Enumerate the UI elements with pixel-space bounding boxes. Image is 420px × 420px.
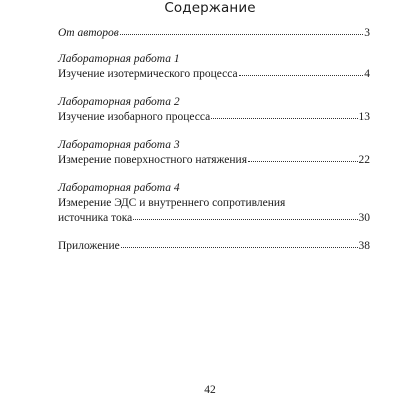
dot-leader — [133, 211, 357, 221]
toc-entry-lab-4 — [58, 181, 370, 226]
toc-page-number: 3 — [364, 27, 370, 39]
toc-line — [58, 153, 370, 168]
toc-line — [58, 110, 370, 125]
dot-leader — [121, 239, 358, 249]
toc-page-number: 38 — [358, 240, 370, 252]
toc-entry-lab-2 — [58, 95, 370, 125]
toc-lab-heading: Лабораторная работа 1 — [58, 53, 180, 65]
toc-lab-heading: Лабораторная работа 3 — [58, 139, 180, 151]
toc-line — [58, 67, 370, 82]
toc-entry-title-line-1: Измерение ЭДС и внутреннего сопротивления — [58, 197, 286, 209]
toc-page-number: 4 — [364, 68, 370, 80]
toc-entry-title: источника тока — [58, 212, 133, 224]
toc-entry-lab-1 — [58, 52, 370, 82]
dot-leader — [239, 67, 364, 77]
toc-entry-title: Приложение — [58, 240, 120, 252]
toc-entry-title: От авторов — [58, 27, 119, 39]
dot-leader — [248, 153, 358, 163]
table-of-contents — [58, 26, 370, 267]
toc-line — [58, 211, 370, 226]
toc-entry-title: Изучение изобарного процесса — [58, 111, 211, 123]
toc-entry-authors — [58, 26, 370, 41]
toc-lab-heading: Лабораторная работа 4 — [58, 182, 180, 194]
toc-page-number: 22 — [358, 154, 370, 166]
toc-page-number: 13 — [358, 111, 370, 123]
toc-entry-lab-3 — [58, 138, 370, 168]
toc-line — [58, 26, 370, 41]
dot-leader — [120, 26, 363, 36]
toc-line — [58, 239, 370, 254]
toc-entry-title: Измерение поверхностного натяжения — [58, 154, 247, 166]
page-number: 42 — [204, 384, 216, 396]
toc-page-number: 30 — [358, 212, 370, 224]
dot-leader — [211, 110, 357, 120]
toc-entry-appendix — [58, 239, 370, 254]
toc-entry-title: Изучение изотермического процесса — [58, 68, 238, 80]
page-title: Содержание — [164, 0, 256, 16]
toc-lab-heading: Лабораторная работа 2 — [58, 96, 180, 108]
